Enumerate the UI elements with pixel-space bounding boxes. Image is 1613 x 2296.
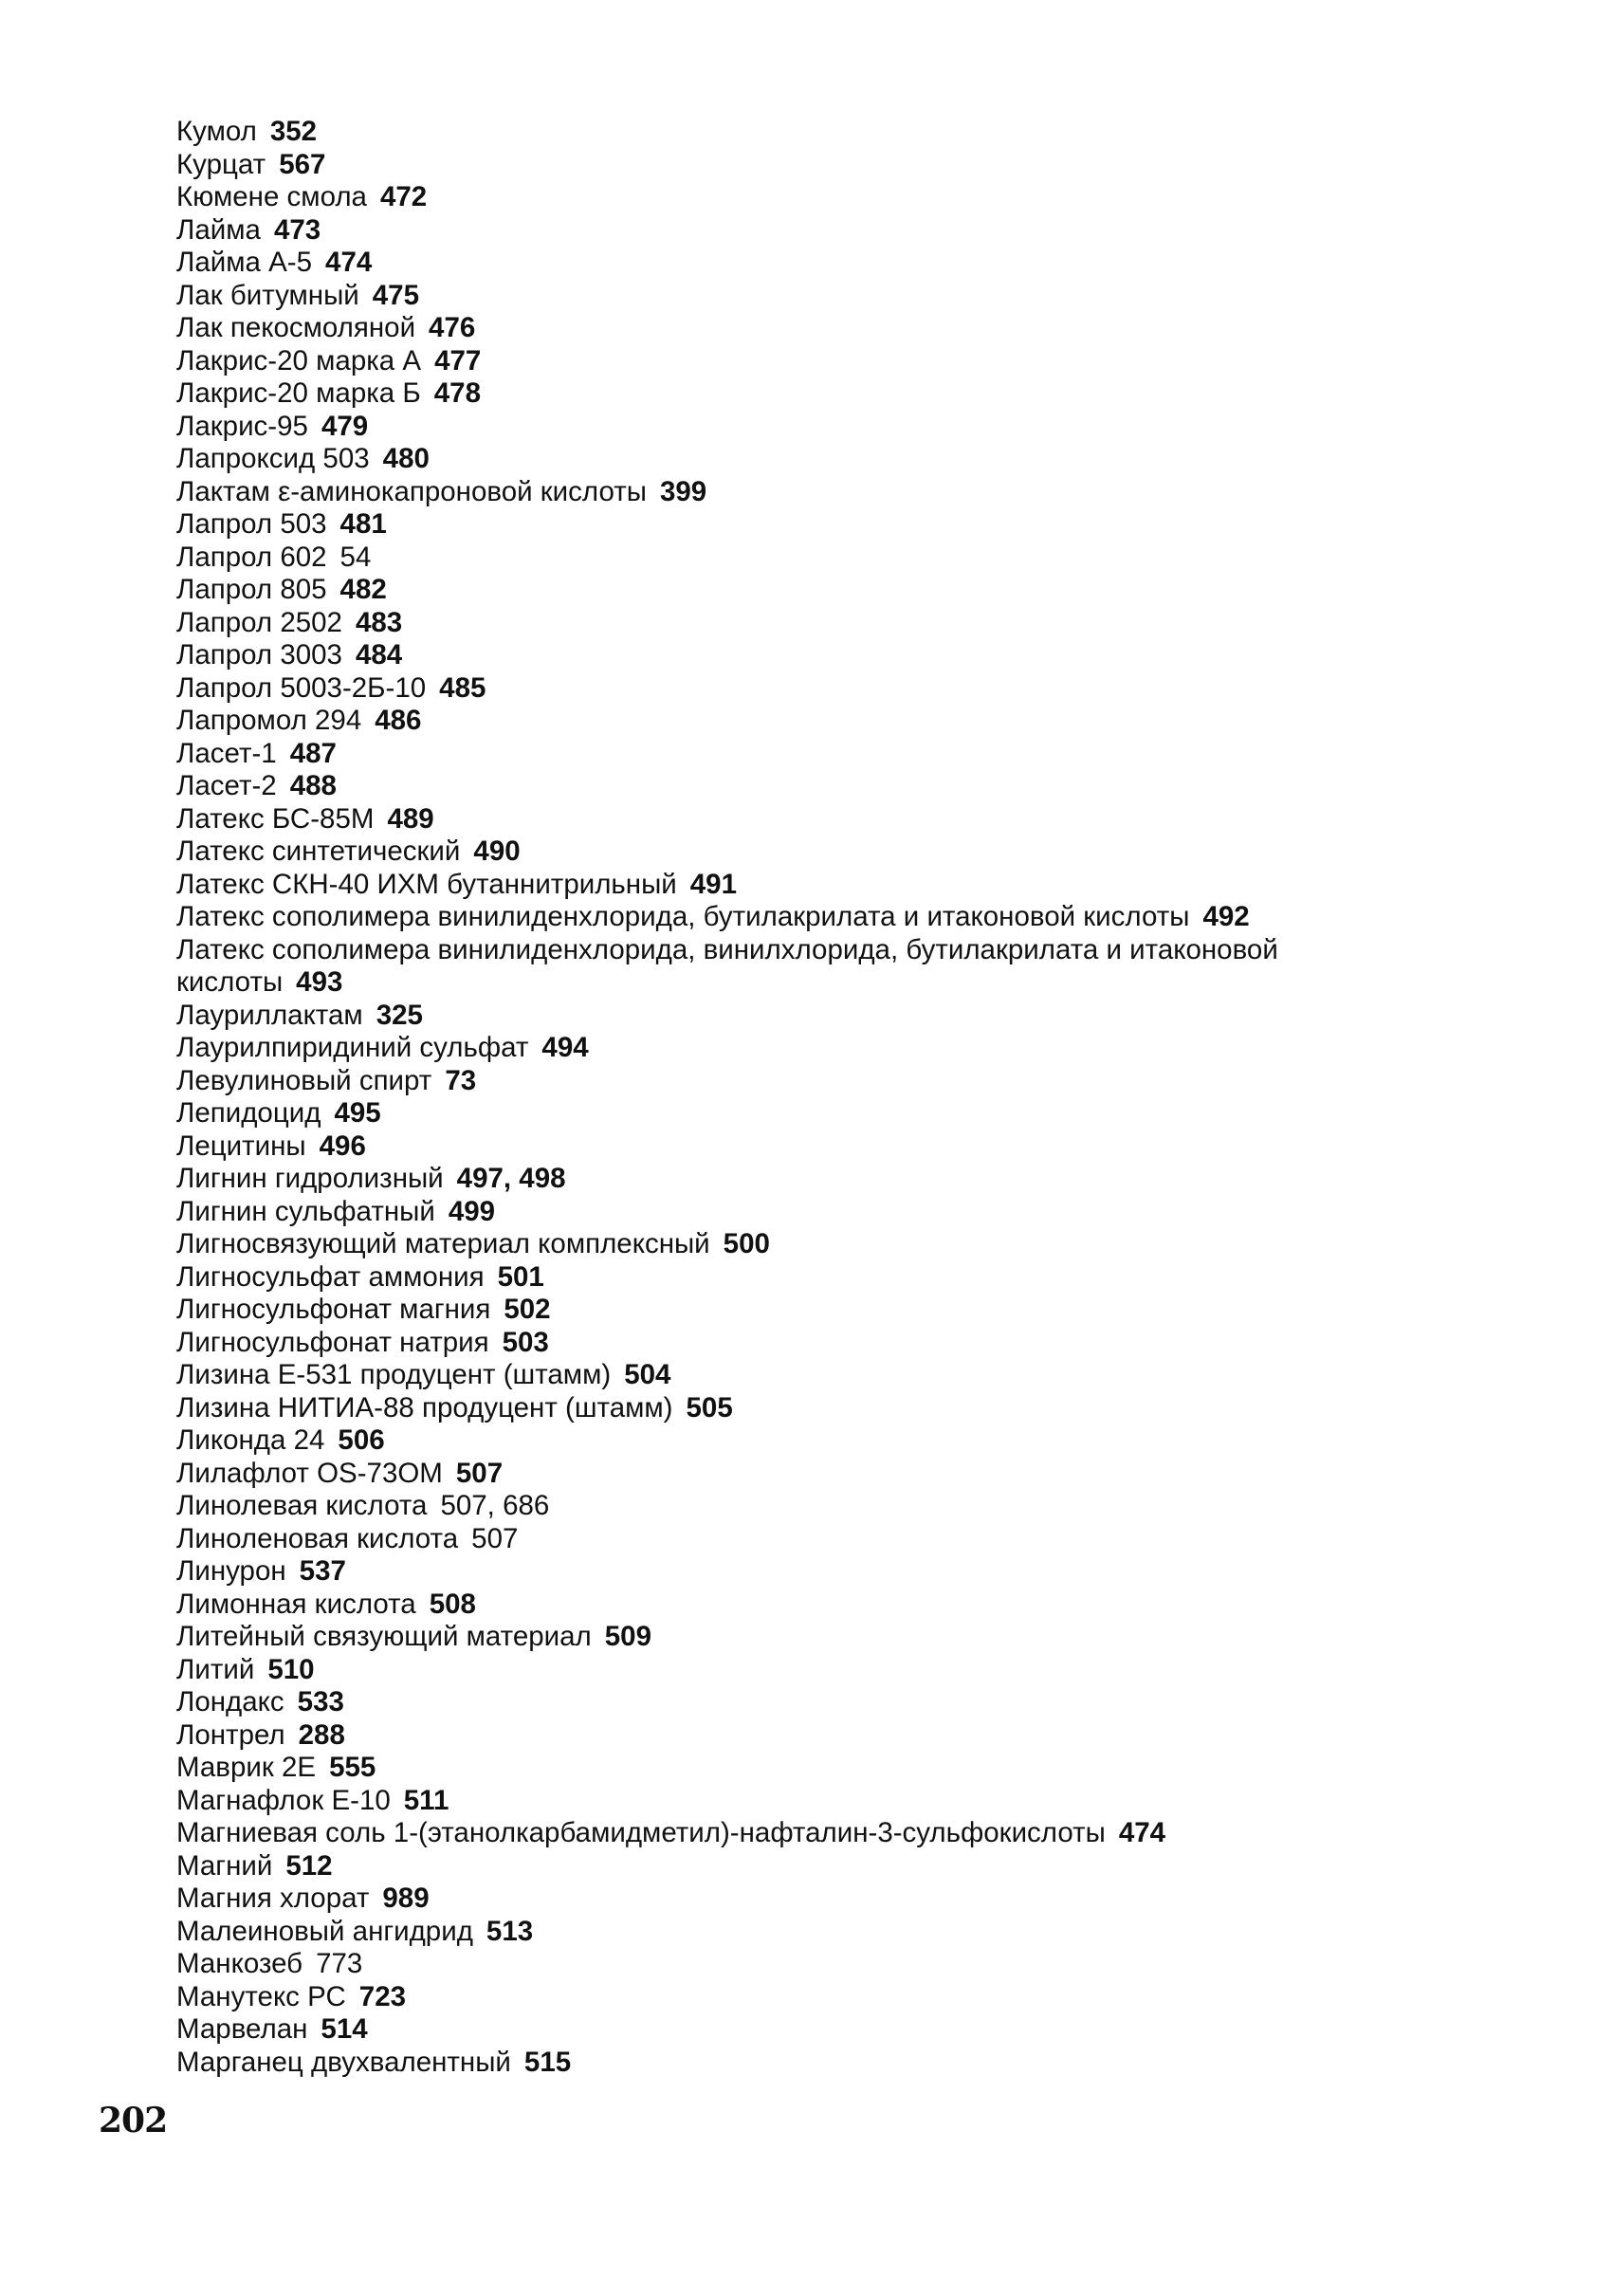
page-reference: 510 (267, 1653, 315, 1685)
index-entry (176, 639, 1447, 672)
index-refs (503, 1327, 549, 1358)
index-entry (176, 1621, 1447, 1654)
page-reference: 476 (429, 312, 476, 343)
index-term: Линоленовая кислота (176, 1522, 459, 1554)
index-term: Лизина Е-531 продуцент (штамм) (176, 1359, 612, 1390)
index-refs (524, 2047, 571, 2078)
index-refs (356, 639, 402, 670)
index-term: Ласет-2 (176, 770, 277, 801)
index-term: Лигносульфат аммония (176, 1260, 485, 1293)
index-term: Лигнин сульфатный (176, 1195, 435, 1227)
index-entry (176, 2013, 1447, 2047)
index-term: Литейный связующий материал (176, 1621, 592, 1652)
page-reference: 474 (325, 247, 373, 278)
index-entry (176, 836, 1447, 869)
page-reference: 481 (339, 508, 387, 540)
page-reference: 509 (604, 1621, 651, 1652)
page-reference: 487 (289, 737, 337, 769)
index-entry (176, 214, 1447, 248)
index-refs (325, 247, 372, 278)
index-entry (176, 574, 1447, 607)
index-refs (382, 1883, 429, 1914)
page-reference: 474 (1118, 1817, 1166, 1848)
page-reference: 533 (297, 1686, 344, 1717)
index-term: Лак битумный (176, 279, 359, 311)
index-term: Лапрол 805 (176, 574, 327, 605)
index-term: Лакрис-20 марка А (176, 344, 422, 377)
index-refs (373, 280, 419, 311)
index-refs (359, 1981, 406, 2012)
page-reference: 723 (358, 1980, 407, 2012)
index-term: Лимонная кислота (176, 1588, 416, 1620)
index-refs (605, 1621, 651, 1652)
index-term: Лилафлот OS-73OM (176, 1457, 443, 1489)
index-refs (724, 1228, 770, 1259)
index-refs (274, 214, 321, 246)
index-refs (299, 1719, 345, 1751)
page-reference: 505 (686, 1391, 733, 1424)
index-entry (176, 280, 1447, 313)
index-refs (267, 1654, 314, 1685)
page-reference: 503 (502, 1326, 549, 1358)
page-reference: 478 (433, 377, 481, 409)
index-entry (176, 1130, 1447, 1164)
index-entry (176, 1883, 1447, 1916)
index-term: Лаурилпиридиний сульфат (176, 1032, 529, 1063)
index-refs (541, 1032, 588, 1063)
index-refs (660, 476, 706, 507)
page-reference: 490 (473, 836, 521, 867)
page-reference: 513 (486, 1915, 534, 1947)
index-refs (1119, 1817, 1165, 1848)
index-entry (176, 247, 1447, 280)
index-entry (176, 1097, 1447, 1130)
index-term: Лайма (176, 213, 261, 246)
index-term: Линолевая кислота (176, 1490, 428, 1521)
index-entry (176, 1785, 1447, 1818)
index-entry (176, 1359, 1447, 1392)
page-reference: 477 (434, 344, 482, 377)
page-number: 202 (99, 2101, 168, 2140)
page-reference: 567 (279, 148, 326, 180)
index-refs (434, 345, 481, 377)
index-term: Линурон (176, 1555, 286, 1587)
index-refs (279, 149, 325, 180)
index-refs (380, 181, 427, 212)
page-reference: 496 (319, 1130, 366, 1162)
index-term: Лакрис-20 марка Б (176, 377, 421, 409)
index-entry (176, 1196, 1447, 1229)
page-reference: 773 (316, 1948, 363, 1979)
index-refs (296, 966, 342, 998)
index-term: Лапрол 5003-2Б-10 (176, 671, 427, 704)
index-term: Лапрол 503 (176, 508, 327, 540)
page-reference: 489 (387, 802, 434, 835)
page-reference: 507 (455, 1457, 504, 1489)
index-entry (176, 1719, 1447, 1753)
index-term: Марганец двухвалентный (176, 2046, 511, 2078)
index-term: Лигносвязующий материал комплексный (176, 1228, 710, 1259)
page-reference: 501 (497, 1260, 544, 1293)
index-entry (176, 1000, 1447, 1033)
index-term: Лапрол 2502 (176, 606, 342, 638)
index-entry (176, 1850, 1447, 1883)
page-reference: 73 (445, 1064, 477, 1096)
index-term: Малеиновый ангидрид (176, 1915, 473, 1947)
index-term: Латекс СКН-40 ИХМ бутаннитрильный (176, 868, 677, 900)
index-term: Лайма А-5 (176, 247, 313, 278)
index-term: Кюмене смола (176, 181, 367, 212)
page-reference: 497, 498 (456, 1163, 566, 1194)
page-reference: 288 (298, 1718, 345, 1751)
page-reference: 507 (471, 1522, 519, 1554)
index-refs (340, 542, 372, 573)
page-reference: 515 (523, 2046, 572, 2078)
index-entry (176, 738, 1447, 771)
index-term: Лапрол 3003 (176, 639, 342, 670)
page-reference: 502 (504, 1294, 551, 1325)
index-list (176, 116, 1447, 2079)
index-term: Лигносульфонат натрия (176, 1326, 489, 1358)
page-reference: 482 (339, 574, 387, 605)
page-reference: 500 (723, 1228, 770, 1259)
page-reference: 473 (273, 213, 321, 246)
index-term: Курцат (176, 148, 266, 180)
index-refs (449, 1196, 495, 1227)
index-term: Магний (176, 1849, 273, 1882)
index-entry (176, 312, 1447, 345)
index-entry (176, 1327, 1447, 1360)
index-entry (176, 1948, 1447, 1981)
index-entry (176, 1032, 1447, 1065)
page-reference: 494 (541, 1032, 589, 1063)
index-term: Латекс сополимера винилиденхлорида, бутилакрилата и итаконовой кислоты (176, 901, 1190, 932)
page-reference: 491 (689, 868, 737, 900)
index-entry (176, 1294, 1447, 1327)
index-refs (321, 411, 368, 442)
index-refs (375, 705, 421, 736)
index-term: Ласет-1 (176, 737, 277, 769)
index-term: Лапроксид 503 (176, 443, 370, 474)
page-reference: 492 (1202, 901, 1250, 932)
index-refs (298, 1686, 344, 1717)
index-term: Левулиновый спирт (176, 1064, 432, 1096)
index-refs (690, 869, 737, 900)
page-reference: 555 (329, 1752, 376, 1783)
index-refs (356, 607, 402, 638)
page-reference: 475 (372, 279, 419, 311)
index-term: Марвелан (176, 2013, 308, 2045)
index-entry (176, 1817, 1447, 1850)
index-entry (176, 1589, 1447, 1622)
page-reference: 325 (376, 999, 423, 1031)
index-term: Лондакс (176, 1686, 284, 1717)
page-reference: 484 (355, 639, 403, 670)
index-term: Лепидоцид (176, 1097, 321, 1129)
index-entry (176, 1424, 1447, 1458)
index-entry (176, 1686, 1447, 1719)
index-term: Лакрис-95 (176, 410, 308, 442)
index-term: Лецитины (176, 1130, 306, 1162)
index-term: Лапромол 294 (176, 705, 362, 736)
index-entry (176, 1981, 1447, 2014)
index-entry (176, 901, 1447, 934)
index-refs (504, 1294, 550, 1325)
index-term: Латекс синтетический (176, 836, 461, 867)
index-refs (340, 508, 387, 540)
page-reference: 54 (339, 541, 372, 573)
index-refs (687, 1392, 733, 1424)
index-entry (176, 1555, 1447, 1589)
index-entry (176, 705, 1447, 738)
index-refs (340, 574, 387, 605)
index-term: Магния хлорат (176, 1883, 370, 1914)
page-reference: 511 (403, 1784, 449, 1816)
index-entry (176, 508, 1447, 542)
index-entry (176, 181, 1447, 214)
index-term: Магнафлок Е-10 (176, 1784, 391, 1816)
index-entry (176, 345, 1447, 378)
index-term: Магниевая соль 1-(этанолкарбамидметил)-нафталин-3-сульфокислоты (176, 1817, 1106, 1848)
index-entry (176, 443, 1447, 476)
index-entry (176, 1458, 1447, 1491)
index-entry (176, 1261, 1447, 1295)
index-refs (316, 1948, 362, 1979)
index-entry (176, 803, 1447, 836)
index-refs (320, 1130, 366, 1162)
index-refs (457, 1163, 566, 1194)
index-refs (498, 1261, 544, 1293)
index-refs (471, 1523, 518, 1554)
index-entry (176, 411, 1447, 444)
index-refs (439, 672, 486, 704)
index-refs (404, 1785, 449, 1816)
page-reference: 472 (379, 181, 428, 212)
index-refs (334, 1097, 380, 1129)
index-term: Манутекс РС (176, 1980, 346, 2012)
index-term: Лизина НИТИА-88 продуцент (штамм) (176, 1391, 673, 1424)
page-reference: 508 (429, 1588, 476, 1620)
index-entry (176, 1163, 1447, 1196)
index-term: Лигносульфонат магния (176, 1294, 491, 1325)
index-refs (434, 377, 481, 409)
index-refs (456, 1458, 503, 1489)
index-refs (486, 1916, 533, 1947)
index-refs (290, 738, 337, 769)
index-entry (176, 149, 1447, 182)
index-term: Маврик 2Е (176, 1752, 317, 1783)
page-reference: 989 (382, 1883, 430, 1914)
index-entry (176, 1392, 1447, 1425)
index-entry (176, 869, 1447, 902)
page-reference: 512 (285, 1849, 333, 1882)
index-term: Лигнин гидролизный (176, 1163, 444, 1194)
index-entry (176, 672, 1447, 706)
page-reference: 399 (659, 475, 707, 507)
page-reference: 499 (448, 1195, 496, 1227)
index-entry (176, 1490, 1447, 1523)
index-entry (176, 770, 1447, 803)
page-reference: 537 (299, 1555, 346, 1587)
index-term: Лауриллактам (176, 999, 363, 1031)
index-term: Манкозеб (176, 1948, 303, 1979)
index-entry (176, 1228, 1447, 1261)
index-refs (285, 1850, 332, 1882)
page-reference: 480 (382, 443, 430, 474)
page-reference: 483 (355, 606, 403, 638)
index-entry (176, 1523, 1447, 1556)
index-entry (176, 1654, 1447, 1687)
index-term: Лак пекосмоляной (176, 312, 416, 343)
index-entry (176, 377, 1447, 411)
index-term: Латекс БС-85М (176, 802, 375, 835)
index-refs (624, 1359, 670, 1390)
page-reference: 514 (321, 2013, 368, 2045)
index-term: Латекс сополимера винилиденхлорида, винилхлорида, бутилакрилата и итаконовой кислоты (176, 933, 1278, 998)
index-entry (176, 476, 1447, 509)
page-reference: 504 (624, 1359, 671, 1390)
page-reference: 479 (321, 410, 369, 442)
index-refs (300, 1555, 346, 1587)
index-entry (176, 607, 1447, 640)
page-reference: 485 (439, 671, 486, 704)
index-entry (176, 1065, 1447, 1098)
index-term: Ликонда 24 (176, 1424, 325, 1456)
index-refs (473, 836, 520, 867)
page-reference: 507, 686 (440, 1490, 550, 1521)
index-refs (445, 1065, 476, 1096)
page-reference: 495 (334, 1097, 381, 1129)
index-refs (329, 1752, 376, 1783)
index-entry (176, 1752, 1447, 1785)
index-refs (321, 2013, 367, 2045)
index-refs (440, 1490, 549, 1521)
index-entry (176, 116, 1447, 149)
index-entry (176, 2047, 1447, 2080)
index-entry (176, 1916, 1447, 1949)
index-refs (430, 1589, 476, 1620)
index-refs (1202, 901, 1249, 932)
index-refs (338, 1424, 384, 1456)
index-term: Лонтрел (176, 1718, 285, 1751)
index-term: Лапрол 602 (176, 541, 327, 573)
page-reference: 486 (375, 705, 422, 736)
page-reference: 493 (296, 966, 343, 998)
index-refs (429, 312, 475, 343)
index-refs (376, 1000, 423, 1031)
index-refs (270, 116, 317, 147)
index-refs (290, 770, 337, 801)
index-refs (383, 443, 430, 474)
page-reference: 488 (289, 770, 337, 801)
index-term: Лактам ε-аминокапроновой кислоты (176, 475, 647, 507)
page-reference: 352 (269, 116, 318, 147)
page-reference: 506 (338, 1424, 385, 1456)
index-entry (176, 934, 1447, 1000)
index-refs (387, 803, 433, 835)
index-entry (176, 542, 1447, 575)
index-term: Кумол (176, 116, 257, 147)
index-term: Литий (176, 1653, 255, 1685)
